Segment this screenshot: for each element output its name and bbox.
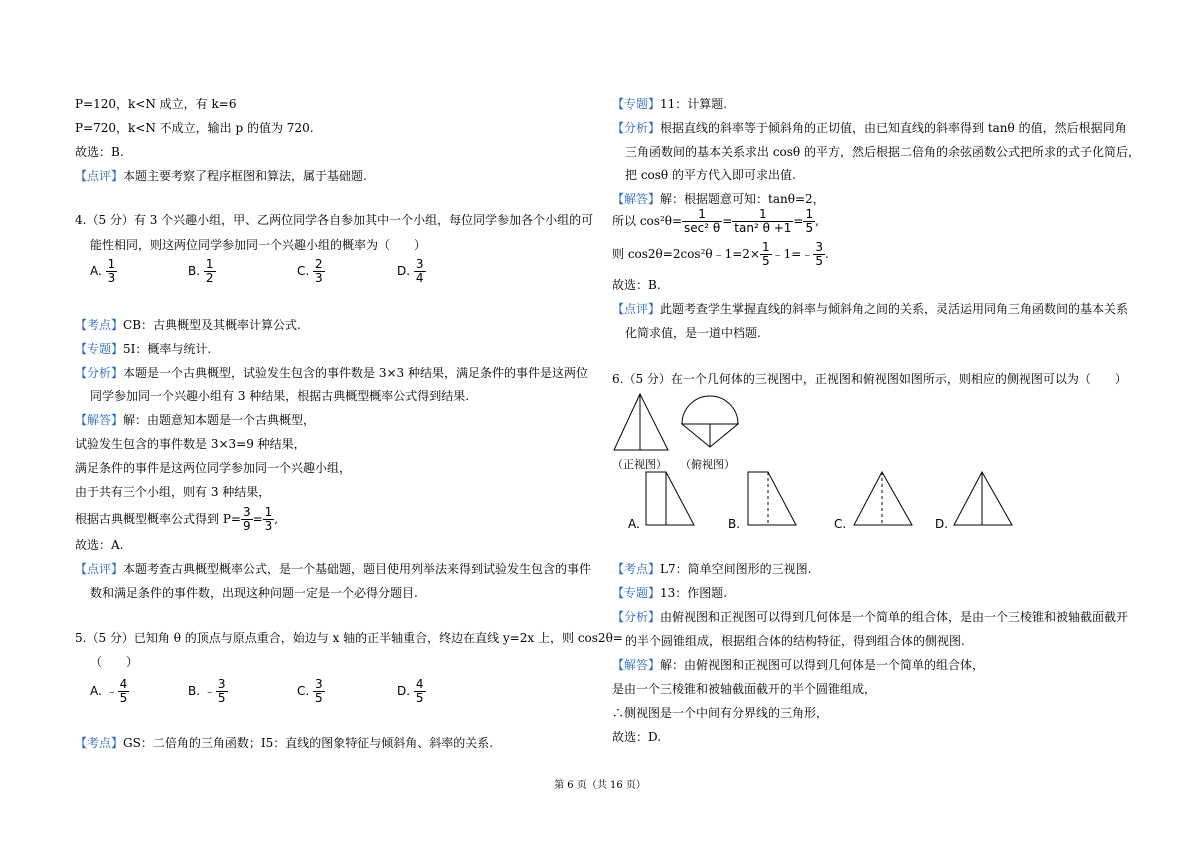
solution-line: 由于共有三个小组，则有 3 种结果， — [75, 485, 271, 499]
knowledge-point: 【考点】GS：二倍角的三角函数；I5：直线的图象特征与倾斜角、斜率的关系. — [75, 736, 494, 750]
solution-line: 【解答】解：由题意知本题是一个古典概型， — [75, 413, 316, 427]
solution-line: ∴侧视图是一个中间有分界线的三角形， — [612, 706, 829, 720]
tag-comment: 【点评】 — [75, 169, 124, 183]
option-a-figure — [644, 470, 696, 528]
fraction: $\frac{1}{5}$ — [762, 240, 770, 268]
fraction: $\frac{3}{5}$ — [815, 240, 823, 268]
option-label[interactable]: A. — [628, 517, 640, 531]
question-6-line: 6.（5 分）在一个几何体的三视图中，正视图和俯视图如图所示，则相应的侧视图可以为（ ） — [612, 372, 1127, 386]
analysis-line: 同学参加同一个兴趣小组有 3 种结果，根据古典概型概率公式得到结果. — [90, 389, 470, 403]
topic: 【专题】5I：概率与统计. — [75, 342, 212, 356]
fraction: $\frac{4}{5}$ — [119, 677, 128, 705]
solution-line: 是由一个三棱锥和被轴截面截开的半个圆锥组成， — [612, 682, 877, 696]
option-label[interactable]: D. — [935, 517, 949, 531]
option-d-figure — [952, 470, 1014, 528]
option-label[interactable]: B. — [728, 517, 741, 531]
knowledge-point: 【考点】CB：古典概型及其概率计算公式. — [75, 318, 301, 332]
solution-line: 满足条件的事件是这两位同学参加同一个兴趣小组， — [75, 461, 352, 475]
front-view-label: （正视图） — [612, 458, 667, 471]
option-b[interactable]: B. $\frac{1}{2}$ — [188, 257, 214, 285]
fraction: $\frac{1}{5}$ — [805, 207, 814, 235]
fraction: $\frac{1}{3}$ — [107, 257, 116, 285]
option-a[interactable]: A. $\frac{1}{3}$ — [90, 257, 116, 285]
top-view-figure — [678, 392, 758, 454]
solution-line: 根据古典概型概率公式得到 P= $\frac{3}{9}$ = $\frac{1}{3}$ , — [75, 505, 279, 533]
fraction: $\frac{1}{\text{tan² θ +1}}$ — [734, 207, 792, 235]
analysis-line: 的半个圆锥组成，根据组合体的结构特征，得到组合体的侧视图. — [625, 634, 965, 648]
text-line: P=120，k<N 成立，有 k=6 — [75, 97, 237, 111]
question-4-line: 能性相同，则这两位同学参加同一个兴趣小组的概率为（ ） — [90, 238, 427, 252]
comment-line: 数和满足条件的事件数，出现这种问题一定是一个必得分题目. — [90, 586, 418, 600]
option-d[interactable]: D. $\frac{3}{4}$ — [397, 257, 424, 285]
solution-line: 故选：B. — [612, 278, 661, 292]
text-line: P=720，k<N 不成立，输出 p 的值为 720. — [75, 121, 314, 135]
analysis-line: 【分析】由俯视图和正视图可以得到几何体是一个简单的组合体，是由一个三棱锥和被轴截面截开 — [612, 610, 1129, 624]
topic: 【专题】11：计算题. — [612, 97, 728, 111]
fraction: $\frac{1}{2}$ — [205, 257, 214, 285]
fraction: $\frac{4}{5}$ — [415, 677, 424, 705]
comment-line: 【点评】此题考查学生掌握直线的斜率与倾斜角之间的关系，灵活运用同角三角函数间的基本关系 — [612, 302, 1129, 316]
question-5-line: （ ） — [90, 655, 139, 669]
analysis-line: 【分析】根据直线的斜率等于倾斜角的正切值，由已知直线的斜率得到 tanθ 的值，然后根据同角 — [612, 121, 1127, 135]
analysis-line: 把 cosθ 的平方代入即可求出值. — [625, 168, 796, 182]
solution-line: 故选：D. — [612, 730, 662, 744]
knowledge-point: 【考点】L7：简单空间图形的三视图. — [612, 562, 812, 576]
solution-line: 所以 cos²θ= $\frac{1}{\text{sec² θ}}$ = $\frac{1}{\text{tan² θ +1}}$ = $\frac{1}{5}$ , — [612, 207, 819, 235]
fraction: $\frac{1}{\text{sec² θ}}$ — [684, 207, 721, 235]
question-4-line: 4.（5 分）有 3 个兴趣小组，甲、乙两位同学各自参加其中一个小组，每位同学参加各个小组的可 — [75, 213, 594, 227]
comment-line: 化简求值，是一道中档题. — [625, 326, 761, 340]
option-d[interactable]: D. $\frac{4}{5}$ — [397, 677, 424, 705]
fraction: $\frac{1}{3}$ — [264, 505, 273, 533]
option-label[interactable]: C. — [834, 517, 847, 531]
analysis-line: 【分析】本题是一个古典概型，试验发生包含的事件数是 3×3 种结果，满足条件的事件是这两位 — [75, 366, 588, 380]
option-c-figure — [852, 470, 914, 528]
top-view-label: （俯视图） — [680, 458, 735, 471]
fraction: $\frac{3}{5}$ — [217, 677, 226, 705]
option-a[interactable]: A. ﹣ $\frac{4}{5}$ — [90, 677, 128, 705]
fraction: $\frac{3}{4}$ — [415, 257, 424, 285]
solution-line: 【解答】解：由俯视图和正视图可以得到几何体是一个简单的组合体， — [612, 658, 985, 672]
option-b-figure — [746, 470, 798, 528]
fraction: $\frac{2}{3}$ — [315, 257, 323, 285]
option-c[interactable]: C. $\frac{3}{5}$ — [297, 677, 323, 705]
solution-line: 试验发生包含的事件数是 3×3=9 种结果， — [75, 437, 306, 451]
option-c[interactable]: C. $\frac{2}{3}$ — [297, 257, 323, 285]
page-footer: 第 6 页（共 16 页） — [554, 780, 646, 791]
solution-line: 【解答】解：根据题意可知：tanθ=2， — [612, 192, 825, 206]
fraction: $\frac{3}{9}$ — [242, 505, 251, 533]
option-b[interactable]: B. ﹣ $\frac{3}{5}$ — [188, 677, 226, 705]
comment-line: 【点评】本题考查古典概型概率公式，是一个基础题，题目使用列举法来得到试验发生包含的事件 — [75, 562, 592, 576]
topic: 【专题】13：作图题. — [612, 586, 728, 600]
question-5-line: 5.（5 分）已知角 θ 的顶点与原点重合，始边与 x 轴的正半轴重合，终边在直线 y=2x 上，则 cos2θ= — [75, 631, 623, 645]
comment-line: 【点评】本题主要考察了程序框图和算法，属于基础题. — [75, 169, 367, 183]
analysis-line: 三角函数间的基本关系求出 cosθ 的平方，然后根据二倍角的余弦函数公式把所求的式子化简后， — [625, 145, 1140, 159]
text-line: 故选：B. — [75, 145, 124, 159]
fraction: $\frac{3}{5}$ — [315, 677, 323, 705]
solution-line: 故选：A. — [75, 538, 124, 552]
solution-line: 则 cos2θ=2cos²θ﹣1=2× $\frac{1}{5}$ ﹣1=﹣ $\frac{3}{5}$ . — [612, 240, 829, 268]
